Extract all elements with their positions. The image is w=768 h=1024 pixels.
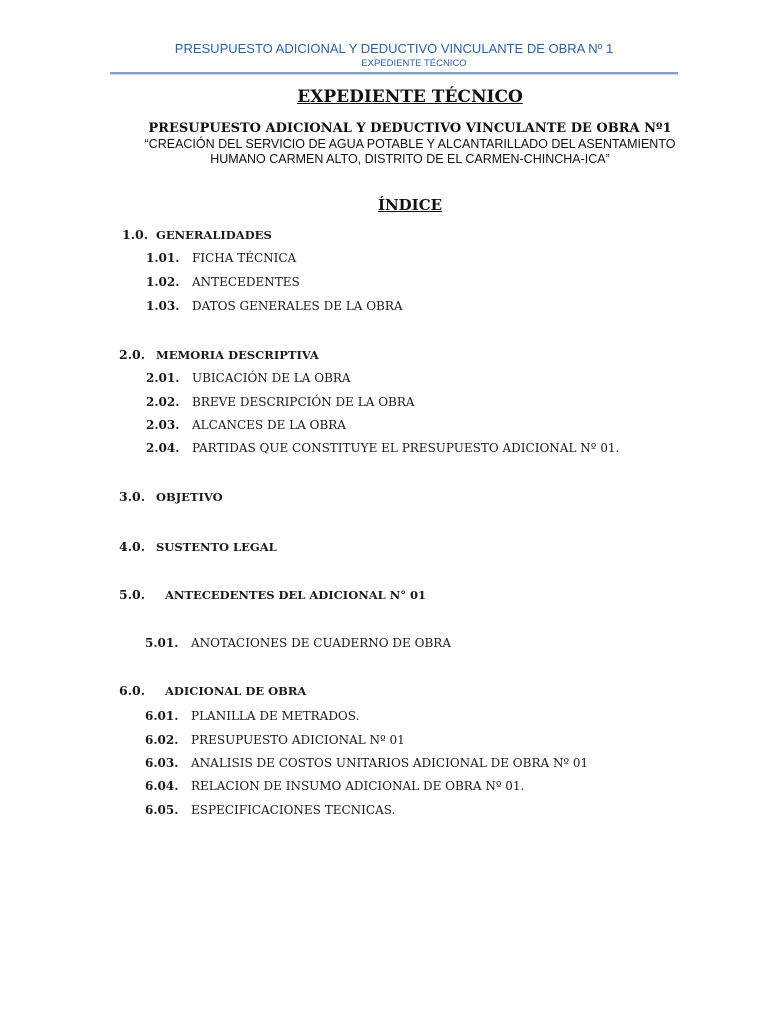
section-label: SUSTENTO LEGAL: [156, 540, 277, 554]
section-number: 4.0.: [119, 539, 146, 554]
header-divider: [110, 72, 678, 75]
item-number: 6.03.: [145, 756, 179, 770]
project-description: [110, 137, 710, 167]
item-label: PARTIDAS QUE CONSTITUYE EL PRESUPUESTO ADICIONAL Nº 01.: [192, 441, 620, 455]
section-number: 6.0.: [119, 683, 146, 698]
section-label: ADICIONAL DE OBRA: [165, 684, 307, 698]
section-number: 1.0.: [122, 227, 149, 242]
document-title: EXPEDIENTE TÉCNICO: [297, 87, 523, 107]
item-number: 1.03.: [146, 299, 180, 313]
item-label: ANTECEDENTES: [192, 275, 300, 289]
section-label: OBJETIVO: [156, 490, 223, 504]
item-label: BREVE DESCRIPCIÓN DE LA OBRA: [192, 395, 415, 409]
page-header-title: PRESUPUESTO ADICIONAL Y DEDUCTIVO VINCULANTE DE OBRA Nº 1: [174, 41, 614, 56]
item-number: 2.03.: [146, 418, 180, 432]
item-number: 1.02.: [146, 275, 180, 289]
item-number: 1.01.: [146, 251, 180, 265]
item-label: FICHA TÉCNICA: [192, 251, 297, 265]
item-label: PRESUPUESTO ADICIONAL Nº 01: [191, 733, 405, 747]
item-label: ESPECIFICACIONES TECNICAS.: [191, 803, 396, 817]
item-number: 2.01.: [146, 371, 180, 385]
section-number: 2.0.: [119, 347, 146, 362]
section-number: 3.0.: [119, 489, 146, 504]
item-number: 5.01.: [145, 636, 179, 650]
section-label: MEMORIA DESCRIPTIVA: [156, 348, 319, 362]
item-number: 6.04.: [145, 779, 179, 793]
document-subtitle: PRESUPUESTO ADICIONAL Y DEDUCTIVO VINCULANTE DE OBRA Nº1: [148, 121, 672, 136]
project-description-line-2: HUMANO CARMEN ALTO, DISTRITO DE EL CARMEN-CHINCHA-ICA”: [210, 152, 610, 166]
index-title: ÍNDICE: [377, 196, 443, 214]
item-number: 6.05.: [145, 803, 179, 817]
item-label: ANALISIS DE COSTOS UNITARIOS ADICIONAL DE OBRA Nº 01: [191, 756, 589, 770]
item-number: 6.02.: [145, 733, 179, 747]
item-number: 2.02.: [146, 395, 180, 409]
section-number: 5.0.: [119, 587, 146, 602]
section-label: ANTECEDENTES DEL ADICIONAL N° 01: [165, 588, 427, 602]
section-label: GENERALIDADES: [156, 228, 272, 242]
page-header-subtitle: EXPEDIENTE TÉCNICO: [361, 58, 467, 69]
project-description-line-1: “CREACIÓN DEL SERVICIO DE AGUA POTABLE Y ALCANTARILLADO DEL ASENTAMIENTO: [144, 137, 676, 151]
item-number: 6.01.: [145, 709, 179, 723]
item-label: DATOS GENERALES DE LA OBRA: [192, 299, 403, 313]
item-label: RELACION DE INSUMO ADICIONAL DE OBRA Nº 01.: [191, 779, 525, 793]
item-label: ANOTACIONES DE CUADERNO DE OBRA: [191, 636, 451, 650]
item-label: ALCANCES DE LA OBRA: [192, 418, 346, 432]
item-label: PLANILLA DE METRADOS.: [191, 709, 360, 723]
item-label: UBICACIÓN DE LA OBRA: [192, 371, 351, 385]
item-number: 2.04.: [146, 441, 180, 455]
